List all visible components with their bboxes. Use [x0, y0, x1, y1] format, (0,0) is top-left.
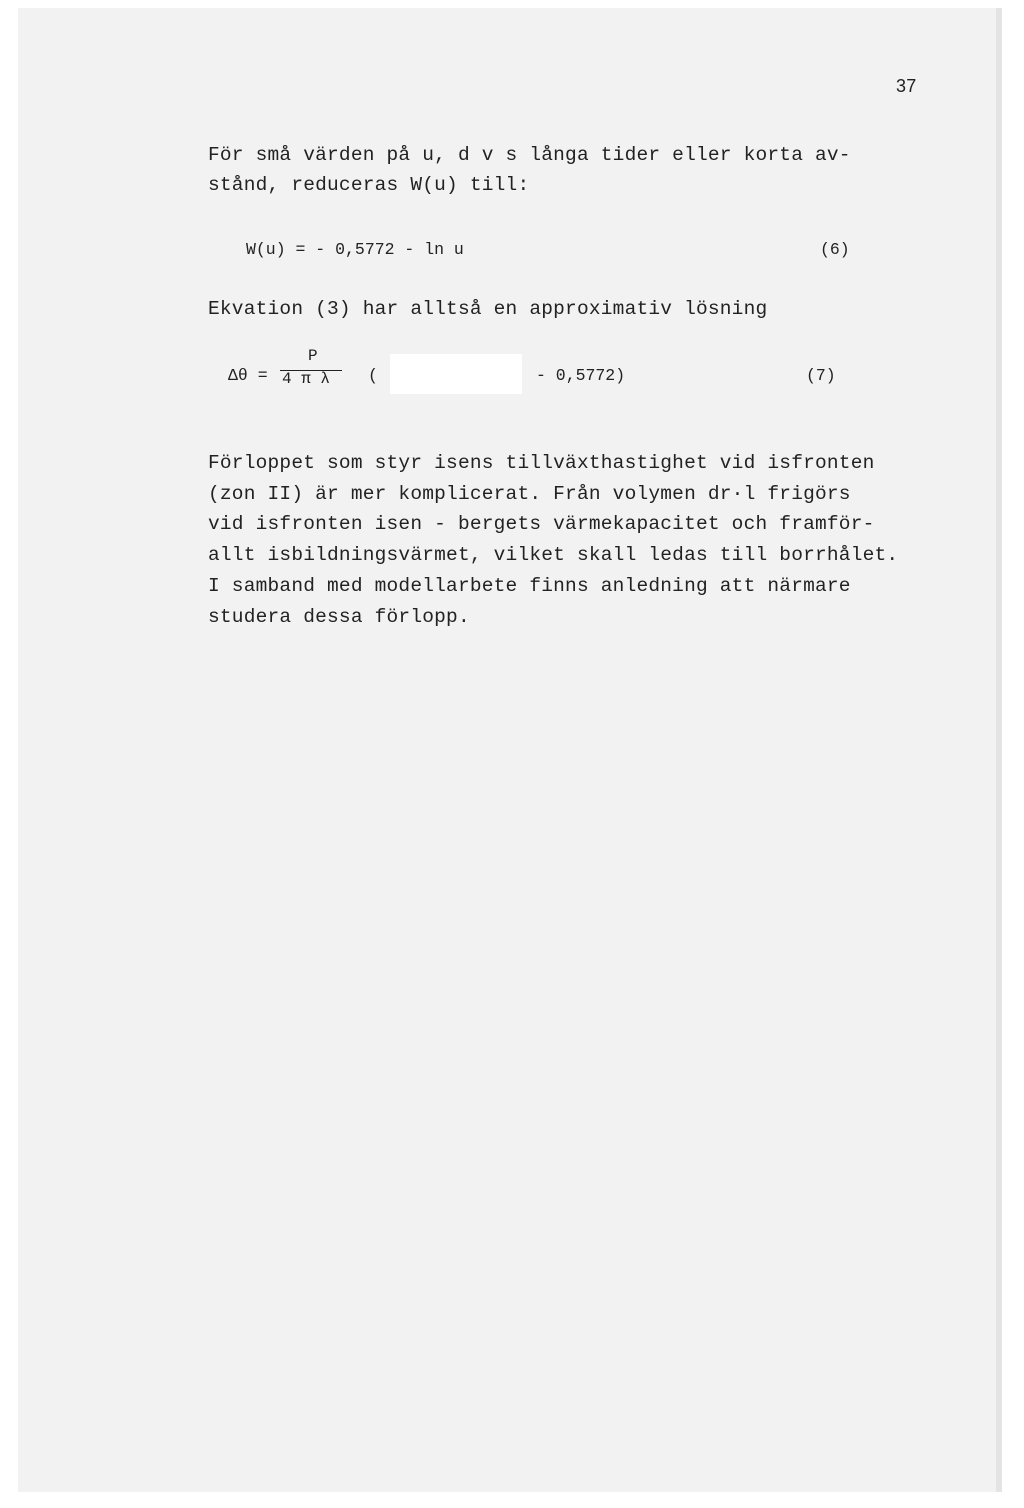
- paragraph-line: Förloppet som styr isens tillväxthastighet vid isfronten: [208, 452, 875, 474]
- paragraph-line: (zon II) är mer komplicerat. Från volymen dr·l frigörs: [208, 483, 851, 505]
- paragraph-line: stånd, reduceras W(u) till:: [208, 174, 530, 196]
- equation-7-lhs: Δθ =: [228, 366, 268, 385]
- document-page: [18, 8, 1002, 1492]
- obscured-region: [390, 354, 522, 394]
- paragraph-line: För små värden på u, d v s långa tider eller korta av-: [208, 144, 851, 166]
- equation-6-expression: W(u) = - 0,5772 - ln u: [246, 240, 464, 259]
- equation-6-label: (6): [820, 240, 850, 259]
- paragraph-line: allt isbildningsvärmet, vilket skall ledas till borrhålet.: [208, 544, 899, 566]
- paragraph-line: I samband med modellarbete finns anledning att närmare: [208, 575, 851, 597]
- paragraph-line: studera dessa förlopp.: [208, 606, 470, 628]
- equation-7-tail: - 0,5772): [536, 366, 626, 385]
- paragraph-line: Ekvation (3) har alltså en approximativ lösning: [208, 298, 768, 320]
- page-edge: [996, 8, 1002, 1492]
- equation-7-open-paren: (: [368, 366, 378, 385]
- equation-7-label: (7): [806, 366, 836, 385]
- page-number: 37: [896, 76, 917, 96]
- paragraph-line: vid isfronten isen - bergets värmekapacitet och framför-: [208, 513, 875, 535]
- equation-7-denominator: 4 π λ: [282, 370, 331, 388]
- equation-7-numerator: P: [308, 347, 318, 365]
